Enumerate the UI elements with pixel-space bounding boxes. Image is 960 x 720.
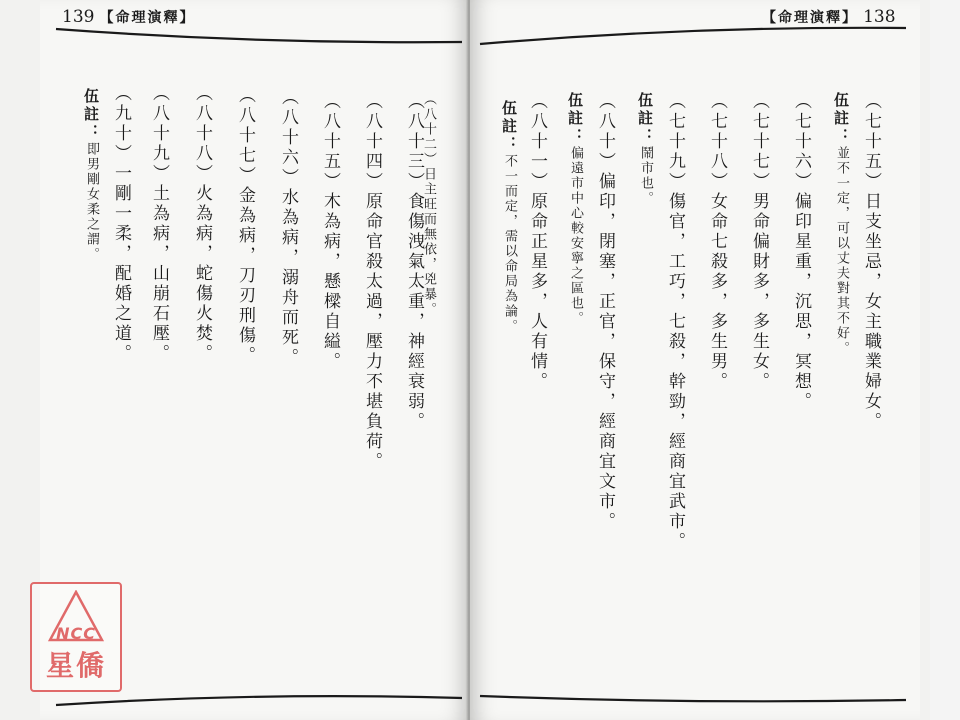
watermark-name: 星僑 — [45, 649, 106, 682]
left-header-title: 【命理演釋】 — [99, 10, 196, 26]
right-col-3: （七十七）男命偏財多，多生女。 — [749, 92, 769, 392]
left-header-rule — [54, 26, 464, 46]
right-page — [470, 0, 920, 720]
right-col-1: （七十五）日支坐忌，女主職業婦女。 — [861, 92, 881, 432]
right-note-1: 伍註：並不一定，可以丈夫對其不好。 — [832, 92, 850, 356]
right-col-5: （七十九）傷官，工巧，七殺，幹勁，經商宜武市。 — [665, 92, 685, 552]
left-note-1: 伍註：即男剛女柔之謂。 — [82, 88, 100, 262]
left-col-8: （八十九）土為病，山崩石壓。 — [149, 84, 169, 364]
left-col-7: （八十八）火為病，蛇傷火焚。 — [192, 84, 212, 364]
left-col-4: （八十五）木為病，懸樑自縊。 — [320, 92, 340, 372]
left-col-6: （八十七）金為病，刀刃刑傷。 — [235, 86, 255, 366]
left-footer-rule — [54, 692, 464, 710]
left-col-3: （八十四）原命官殺太過，壓力不堪負荷。 — [362, 92, 382, 472]
left-col-5: （八十六）水為病，溺舟而死。 — [278, 88, 298, 368]
left-col-2: （八十三）食傷洩氣太重，神經衰弱。 — [404, 92, 424, 432]
right-page-number: 138 — [863, 7, 896, 27]
right-col-6: （八十）偏印，閉塞，正官，保守，經商宜文市。 — [595, 92, 615, 532]
right-note-2: 伍註：鬧市也。 — [636, 92, 654, 206]
left-col-1: （八十二）日主旺而無依，兇暴。 — [421, 92, 436, 317]
right-col-7: （八十一）原命正星多，人有情。 — [527, 92, 547, 392]
left-col-9: （九十）一剛一柔，配婚之道。 — [111, 84, 131, 364]
right-note-3: 伍註：偏遠市中心較安寧之區也。 — [566, 92, 584, 326]
watermark-brand: NCC — [56, 624, 96, 643]
right-header-rule — [478, 22, 908, 48]
right-page-edge — [930, 0, 960, 720]
right-note-4: 伍註：不一而定，需以命局為論。 — [500, 100, 518, 334]
right-col-2: （七十六）偏印星重，沉思，冥想。 — [791, 92, 811, 412]
right-col-4: （七十八）女命七殺多，多生男。 — [707, 92, 727, 392]
right-footer-rule — [478, 686, 908, 708]
watermark-logo — [30, 582, 122, 692]
left-page-number: 139 — [62, 7, 95, 27]
right-header-title: 【命理演釋】 — [762, 10, 858, 26]
